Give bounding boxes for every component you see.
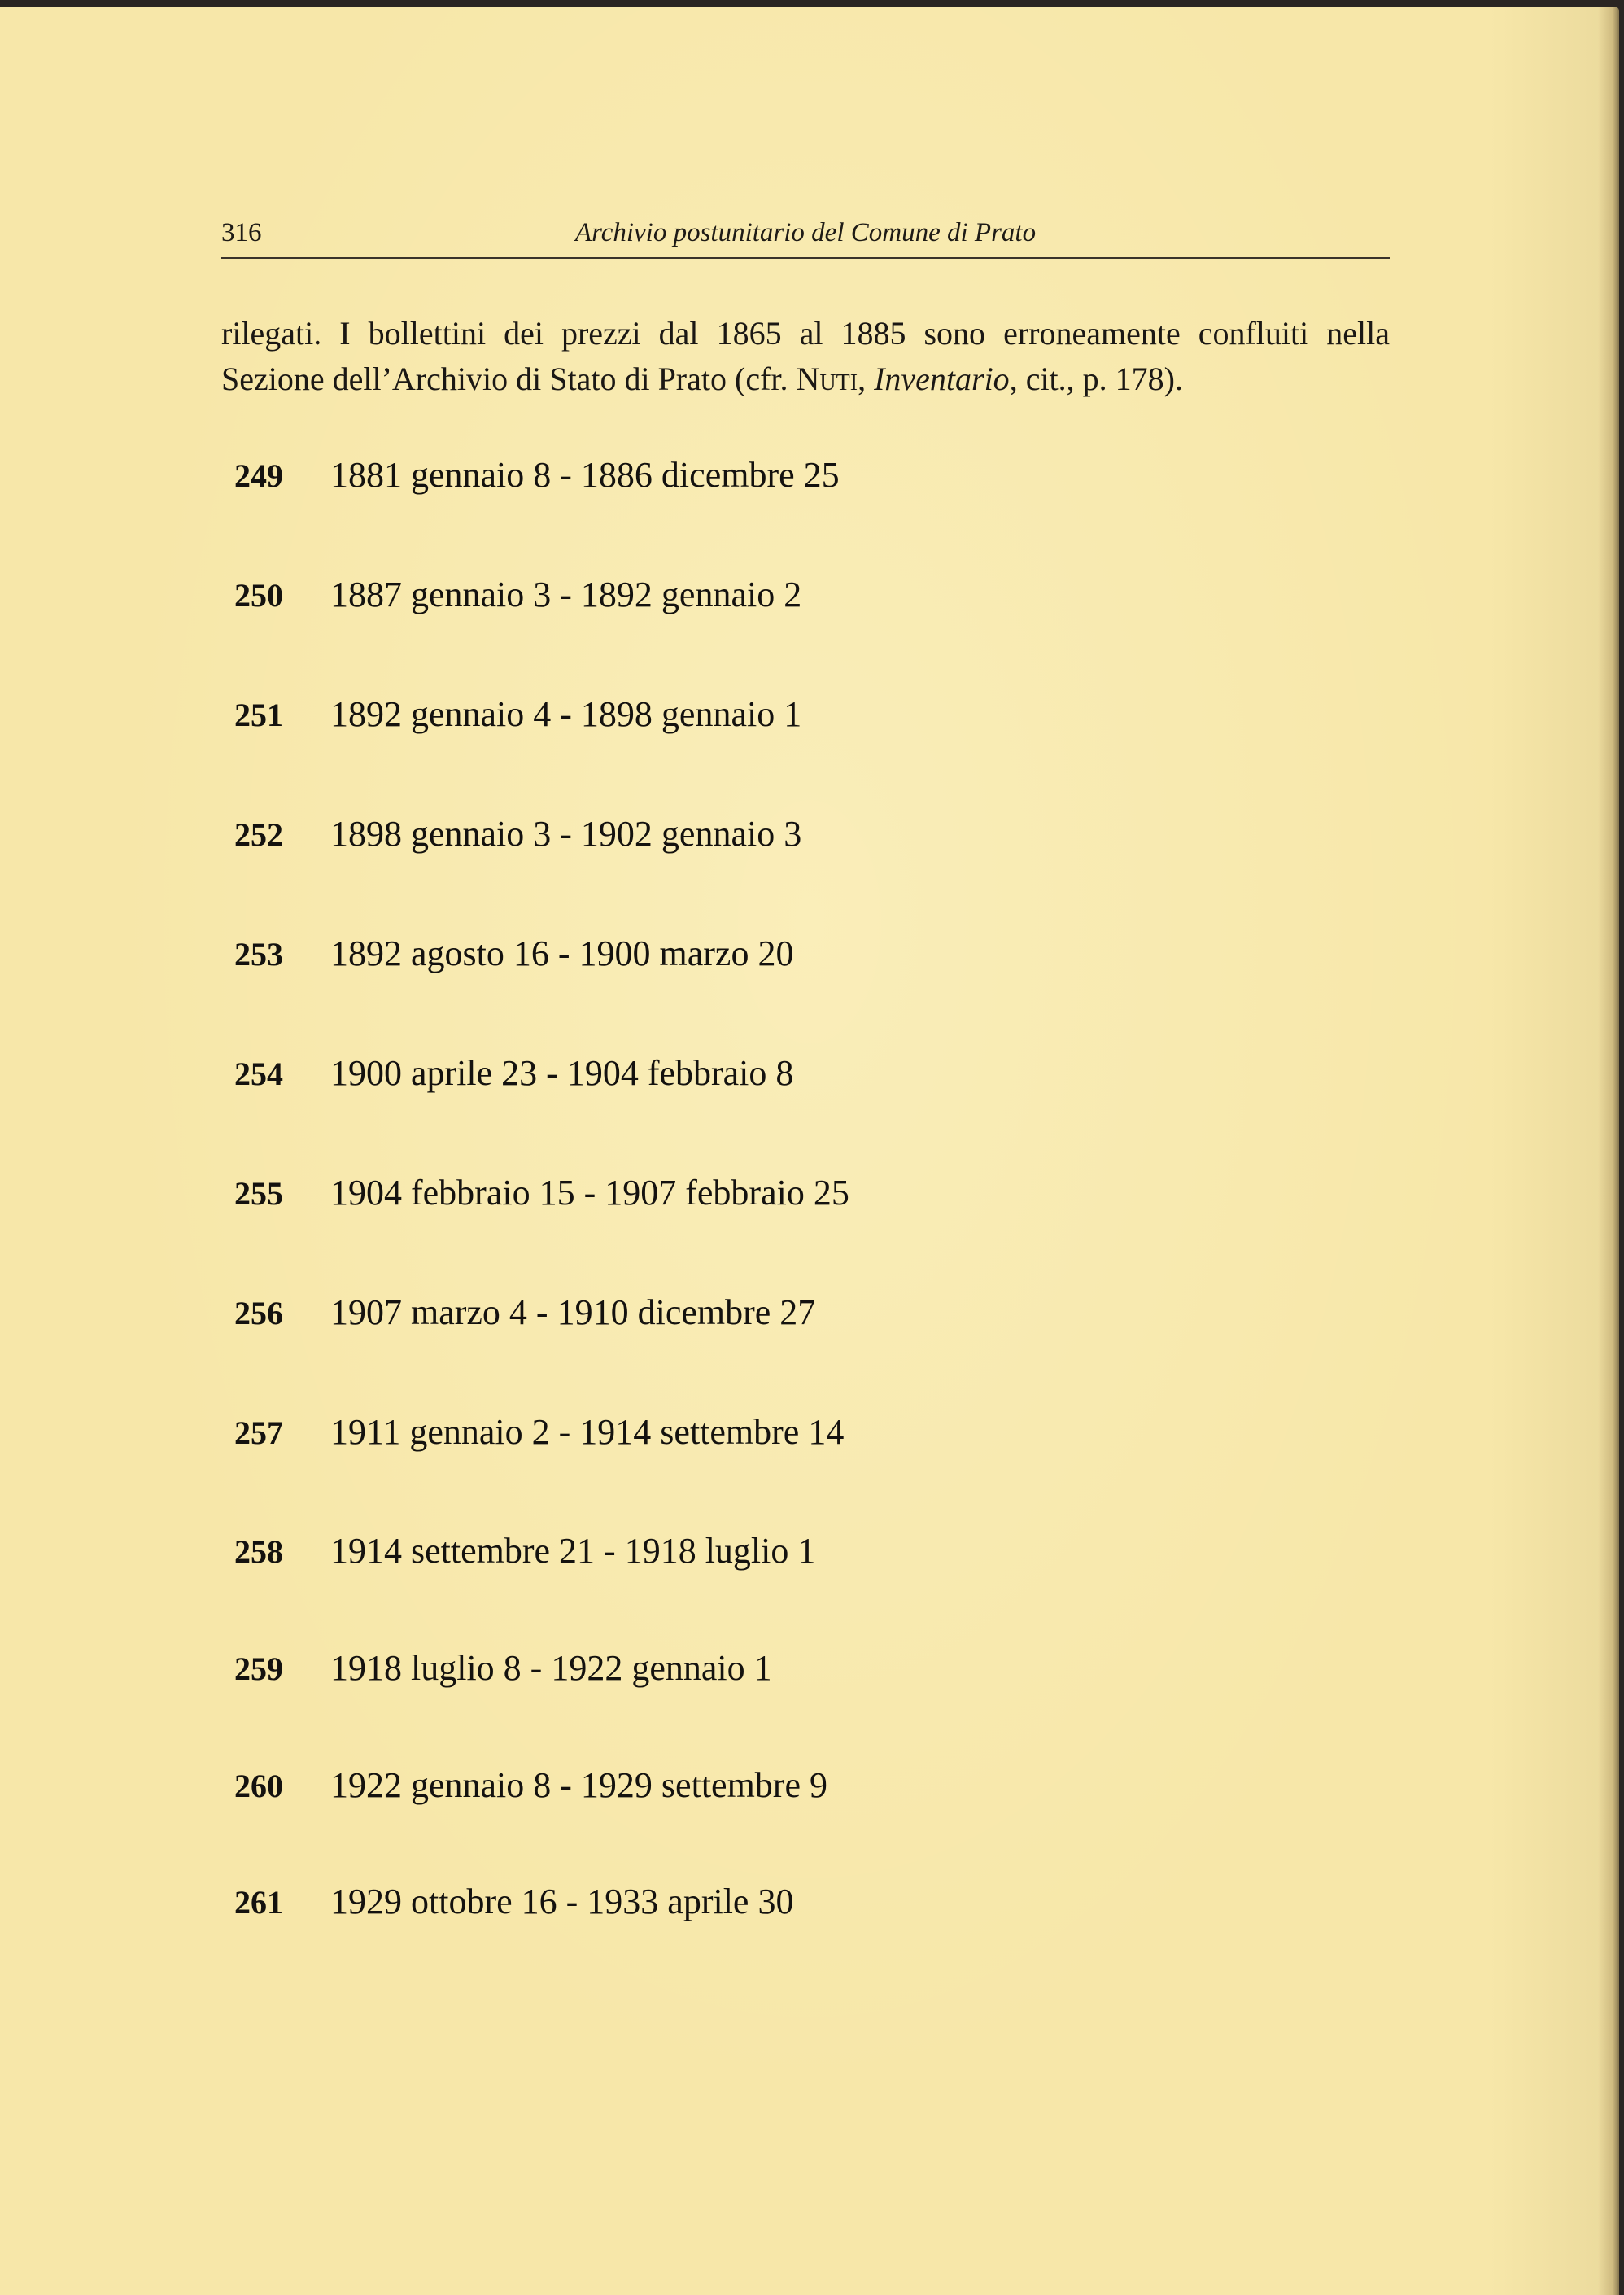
entry-dates: 1887 gennaio 3 - 1892 gennaio 2 — [330, 575, 802, 614]
intro-author: Nuti — [796, 361, 858, 397]
book-page — [0, 7, 1619, 2295]
intro-line-2-end: , cit., p. 178). — [1009, 361, 1183, 397]
entry-number: 254 — [234, 1056, 283, 1092]
entry-251 — [234, 693, 801, 742]
intro-paragraph — [221, 311, 1390, 402]
spine-shadow — [1598, 7, 1619, 2295]
entry-dates: 1892 gennaio 4 - 1898 gennaio 1 — [330, 694, 802, 734]
entry-dates: 1892 agosto 16 - 1900 marzo 20 — [330, 933, 794, 973]
entry-249 — [234, 454, 840, 503]
entry-number: 255 — [234, 1175, 283, 1212]
entry-number: 252 — [234, 816, 283, 853]
entry-253 — [234, 933, 793, 981]
entry-number: 253 — [234, 936, 283, 973]
entry-number: 256 — [234, 1295, 283, 1331]
entry-dates: 1918 luglio 8 - 1922 gennaio 1 — [330, 1648, 772, 1688]
intro-line-2 — [221, 356, 1390, 402]
running-title: Archivio postunitario del Comune di Prato — [574, 218, 1037, 247]
entry-250 — [234, 574, 801, 623]
entry-number: 258 — [234, 1533, 283, 1570]
entry-254 — [234, 1052, 793, 1101]
entry-258 — [234, 1530, 815, 1579]
entry-dates: 1898 gennaio 3 - 1902 gennaio 3 — [330, 814, 802, 854]
entry-number: 257 — [234, 1414, 283, 1451]
entry-dates: 1922 gennaio 8 - 1929 settembre 9 — [330, 1765, 827, 1805]
entry-number: 261 — [234, 1884, 283, 1921]
entry-dates: 1907 marzo 4 - 1910 dicembre 27 — [330, 1292, 816, 1332]
entry-dates: 1929 ottobre 16 - 1933 aprile 30 — [330, 1882, 794, 1921]
entry-dates: 1881 gennaio 8 - 1886 dicembre 25 — [330, 455, 840, 495]
entry-259 — [234, 1647, 772, 1696]
entry-dates: 1911 gennaio 2 - 1914 settembre 14 — [330, 1412, 845, 1452]
entry-number: 259 — [234, 1650, 283, 1687]
intro-line-2-start: Sezione dell’Archivio di Stato di Prato (cfr. — [221, 361, 797, 397]
page-number: 316 — [221, 218, 262, 247]
entry-number: 251 — [234, 697, 283, 733]
intro-separator: , — [858, 361, 875, 397]
entry-252 — [234, 813, 801, 862]
page-header — [221, 215, 1390, 259]
entry-260 — [234, 1764, 827, 1813]
entry-dates: 1900 aprile 23 - 1904 febbraio 8 — [330, 1053, 794, 1093]
entry-dates: 1904 febbraio 15 - 1907 febbraio 25 — [330, 1173, 849, 1213]
intro-line-1: rilegati. I bollettini dei prezzi dal 1865 al 1885 sono erroneamente confluiti nella — [221, 315, 1390, 352]
entry-number: 249 — [234, 457, 283, 494]
entry-number: 250 — [234, 577, 283, 614]
entry-255 — [234, 1172, 849, 1221]
entry-256 — [234, 1292, 815, 1340]
entry-261 — [234, 1881, 793, 1930]
entry-257 — [234, 1411, 844, 1460]
intro-cited-title: Inventario — [874, 361, 1010, 397]
entry-dates: 1914 settembre 21 - 1918 luglio 1 — [330, 1531, 816, 1571]
entry-number: 260 — [234, 1768, 283, 1804]
